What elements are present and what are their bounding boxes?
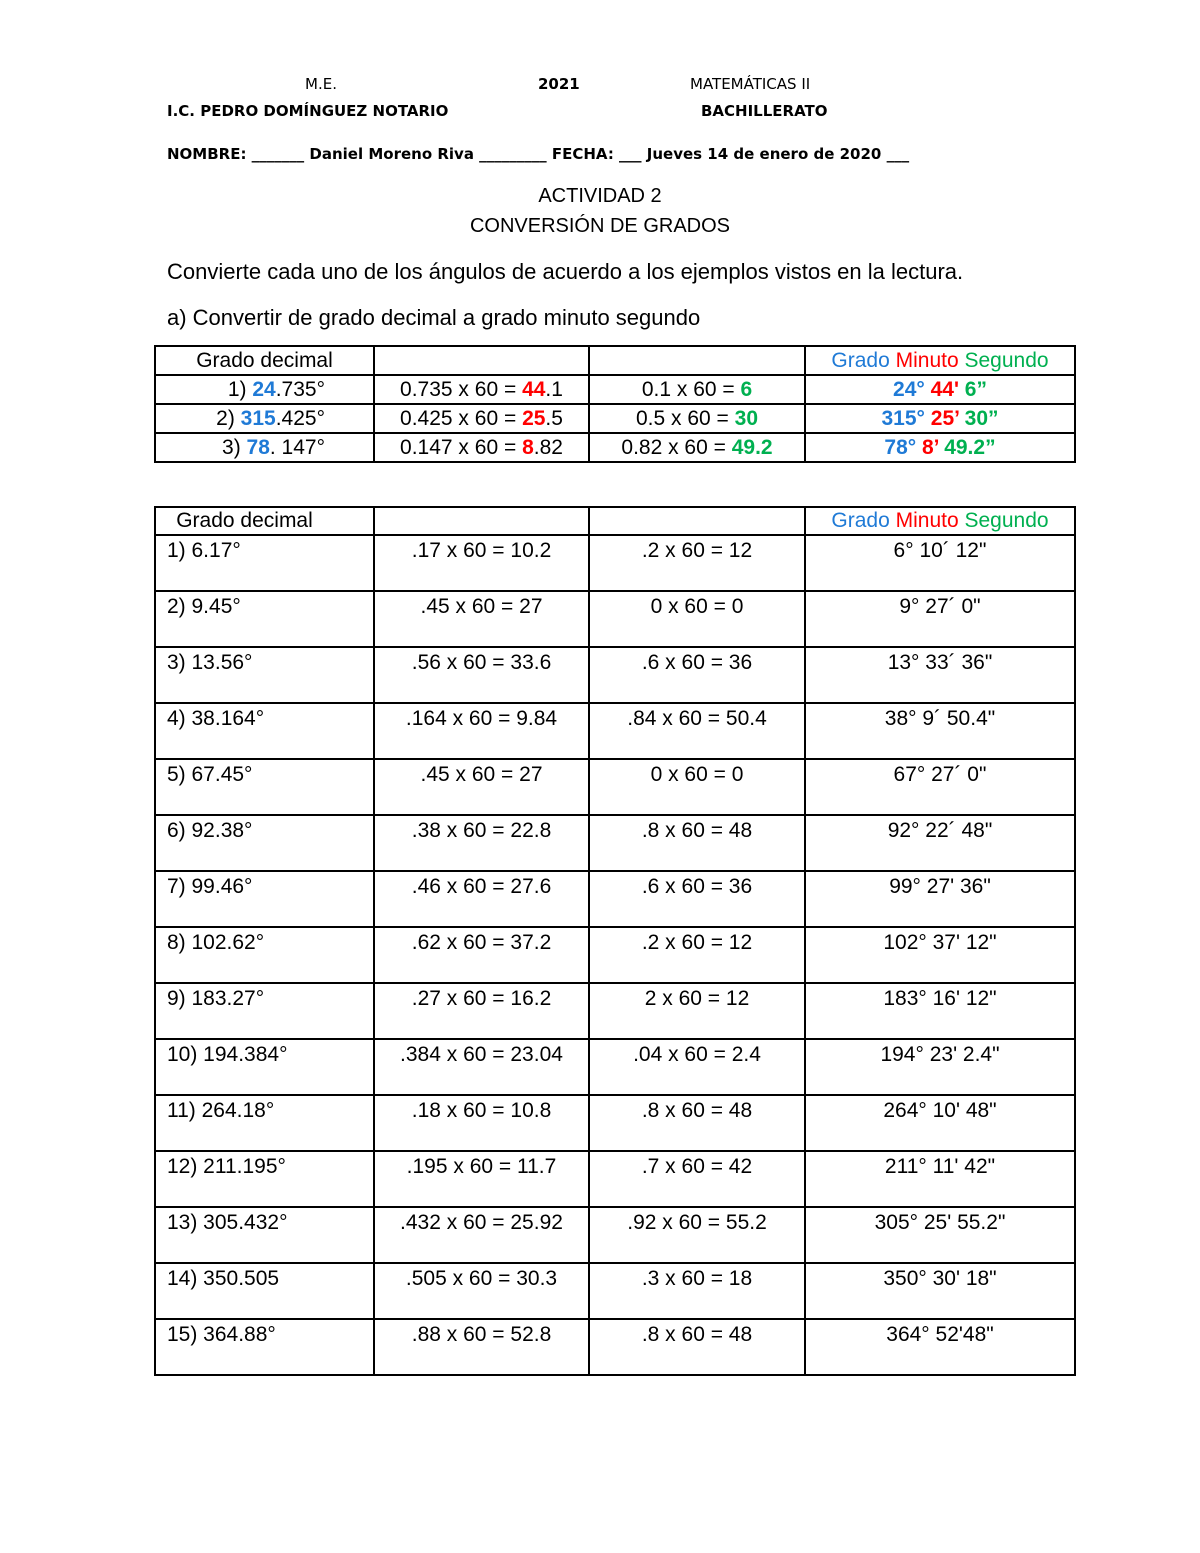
exercise-decimal-cell: 13) 305.432° xyxy=(155,1207,374,1263)
example-segment: 8 xyxy=(522,436,534,459)
exercise-row xyxy=(155,983,1075,1039)
exercise-minutes-calc-cell: .62 x 60 = 37.2 xyxy=(374,927,589,983)
example-segment: .5 xyxy=(545,407,563,430)
exercises-header-row xyxy=(155,507,1075,535)
exercise-decimal-cell: 4) 38.164° xyxy=(155,703,374,759)
exercise-minutes-calc-cell: .56 x 60 = 33.6 xyxy=(374,647,589,703)
exercise-minutes-calc-cell: .384 x 60 = 23.04 xyxy=(374,1039,589,1095)
example-segment: 25 xyxy=(522,407,546,430)
exercise-row xyxy=(155,815,1075,871)
header-grado: Grado xyxy=(831,509,890,532)
exercise-row xyxy=(155,535,1075,591)
exercise-minutes-calc-cell: .505 x 60 = 30.3 xyxy=(374,1263,589,1319)
exercise-row xyxy=(155,927,1075,983)
exercise-decimal-cell: 12) 211.195° xyxy=(155,1151,374,1207)
exercise-decimal-cell: 9) 183.27° xyxy=(155,983,374,1039)
example-result-cell xyxy=(805,433,1075,462)
example-segment: 6 xyxy=(740,378,753,401)
exercise-decimal-cell: 7) 99.46° xyxy=(155,871,374,927)
example-segment: .1 xyxy=(545,378,563,401)
exercise-result-cell: 364° 52'48" xyxy=(805,1319,1075,1375)
example-segment: 315 xyxy=(240,407,276,430)
exercise-row xyxy=(155,1207,1075,1263)
exercise-seconds-calc-cell: .04 x 60 = 2.4 xyxy=(589,1039,805,1095)
example-minutes-calc-cell xyxy=(374,375,589,404)
exercise-minutes-calc-cell: .432 x 60 = 25.92 xyxy=(374,1207,589,1263)
example-segment: .735° xyxy=(275,378,325,401)
header-minuto: Minuto xyxy=(895,509,959,532)
exercise-row xyxy=(155,703,1075,759)
exercise-minutes-calc-cell: .164 x 60 = 9.84 xyxy=(374,703,589,759)
exercise-row xyxy=(155,1263,1075,1319)
exercise-row xyxy=(155,1039,1075,1095)
exercise-seconds-calc-cell: .6 x 60 = 36 xyxy=(589,647,805,703)
examples-header-row xyxy=(155,346,1075,375)
subject: MATEMÁTICAS II xyxy=(690,75,811,93)
exercise-result-cell: 264° 10' 48" xyxy=(805,1095,1075,1151)
activity-title: ACTIVIDAD 2 xyxy=(538,185,662,207)
example-segment: 30” xyxy=(964,407,999,430)
header-segundo: Segundo xyxy=(964,349,1049,372)
example-seconds-calc-cell xyxy=(589,404,805,433)
exercises-table xyxy=(154,506,1076,1376)
exercise-result-cell: 9° 27´ 0" xyxy=(805,591,1075,647)
example-seconds-calc-cell xyxy=(589,433,805,462)
header-empty xyxy=(374,507,589,535)
header-gms xyxy=(805,346,1075,375)
exercise-result-cell: 6° 10´ 12" xyxy=(805,535,1075,591)
exercise-result-cell: 13° 33´ 36" xyxy=(805,647,1075,703)
exercise-seconds-calc-cell: .92 x 60 = 55.2 xyxy=(589,1207,805,1263)
instructions: Convierte cada uno de los ángulos de acuerdo a los ejemplos vistos en la lectura. xyxy=(167,259,964,284)
header-empty xyxy=(589,346,805,375)
examples-table xyxy=(154,345,1076,463)
exercise-seconds-calc-cell: .8 x 60 = 48 xyxy=(589,815,805,871)
example-segment: 0.1 x 60 = xyxy=(641,378,741,401)
example-row xyxy=(155,433,1075,462)
exercise-seconds-calc-cell: 0 x 60 = 0 xyxy=(589,591,805,647)
year: 2021 xyxy=(538,75,580,93)
example-segment: 24 xyxy=(252,378,276,401)
header-grado-decimal: Grado decimal xyxy=(155,507,374,535)
example-segment: 0.735 x 60 = xyxy=(400,378,523,401)
exercise-row xyxy=(155,647,1075,703)
exercise-result-cell: 305° 25' 55.2" xyxy=(805,1207,1075,1263)
exercise-decimal-cell: 5) 67.45° xyxy=(155,759,374,815)
exercise-seconds-calc-cell: 0 x 60 = 0 xyxy=(589,759,805,815)
level: BACHILLERATO xyxy=(701,102,828,120)
exercise-decimal-cell: 15) 364.88° xyxy=(155,1319,374,1375)
header-grado: Grado xyxy=(831,349,890,372)
exercise-result-cell: 350° 30' 18" xyxy=(805,1263,1075,1319)
example-row xyxy=(155,404,1075,433)
example-result-cell xyxy=(805,375,1075,404)
exercise-minutes-calc-cell: .27 x 60 = 16.2 xyxy=(374,983,589,1039)
example-segment: 49.2 xyxy=(731,436,773,459)
example-segment: 78° xyxy=(884,436,922,459)
exercise-decimal-cell: 14) 350.505 xyxy=(155,1263,374,1319)
example-segment: 0.425 x 60 = xyxy=(400,407,523,430)
exercise-decimal-cell: 2) 9.45° xyxy=(155,591,374,647)
exercise-seconds-calc-cell: .2 x 60 = 12 xyxy=(589,927,805,983)
example-segment: 49.2” xyxy=(944,436,996,459)
example-decimal-cell xyxy=(155,433,374,462)
exercise-seconds-calc-cell: .8 x 60 = 48 xyxy=(589,1319,805,1375)
exercise-result-cell: 183° 16' 12" xyxy=(805,983,1075,1039)
example-result-cell xyxy=(805,404,1075,433)
exercise-decimal-cell: 1) 6.17° xyxy=(155,535,374,591)
example-segment: 1) xyxy=(227,378,253,401)
exercise-row xyxy=(155,1319,1075,1375)
example-segment: 0.82 x 60 = xyxy=(621,436,732,459)
exercise-decimal-cell: 3) 13.56° xyxy=(155,647,374,703)
header-segundo: Segundo xyxy=(964,509,1049,532)
section-a-heading: a) Convertir de grado decimal a grado minuto segundo xyxy=(167,305,701,330)
example-segment: .82 xyxy=(533,436,563,459)
header-minuto: Minuto xyxy=(895,349,959,372)
exercise-result-cell: 102° 37' 12" xyxy=(805,927,1075,983)
header-empty xyxy=(589,507,805,535)
exercise-row xyxy=(155,1151,1075,1207)
school-code: M.E. xyxy=(305,75,337,93)
exercise-seconds-calc-cell: 2 x 60 = 12 xyxy=(589,983,805,1039)
example-segment: 2) xyxy=(216,407,241,430)
example-segment: 78 xyxy=(246,436,270,459)
example-segment: 315° xyxy=(881,407,931,430)
name-date-line: NOMBRE: _______ Daniel Moreno Riva _________ FECHA: ___ Jueves 14 de enero de 2020 ___ xyxy=(167,145,910,163)
exercise-decimal-cell: 11) 264.18° xyxy=(155,1095,374,1151)
example-segment: . 147° xyxy=(269,436,325,459)
exercise-minutes-calc-cell: .88 x 60 = 52.8 xyxy=(374,1319,589,1375)
exercise-result-cell: 211° 11' 42" xyxy=(805,1151,1075,1207)
exercise-minutes-calc-cell: .17 x 60 = 10.2 xyxy=(374,535,589,591)
example-segment: 24° xyxy=(893,378,931,401)
exercise-minutes-calc-cell: .46 x 60 = 27.6 xyxy=(374,871,589,927)
exercise-decimal-cell: 6) 92.38° xyxy=(155,815,374,871)
example-segment: 30 xyxy=(734,407,758,430)
exercise-decimal-cell: 8) 102.62° xyxy=(155,927,374,983)
example-segment: 0.147 x 60 = xyxy=(400,436,523,459)
example-row xyxy=(155,375,1075,404)
header-empty xyxy=(374,346,589,375)
exercise-row xyxy=(155,1095,1075,1151)
exercise-row xyxy=(155,591,1075,647)
exercise-minutes-calc-cell: .45 x 60 = 27 xyxy=(374,759,589,815)
exercise-minutes-calc-cell: .45 x 60 = 27 xyxy=(374,591,589,647)
activity-subtitle: CONVERSIÓN DE GRADOS xyxy=(469,215,731,237)
exercise-result-cell: 194° 23' 2.4" xyxy=(805,1039,1075,1095)
exercise-seconds-calc-cell: .8 x 60 = 48 xyxy=(589,1095,805,1151)
example-segment: 25’ xyxy=(930,407,965,430)
exercise-seconds-calc-cell: .7 x 60 = 42 xyxy=(589,1151,805,1207)
example-segment: 3) xyxy=(222,436,247,459)
exercise-seconds-calc-cell: .84 x 60 = 50.4 xyxy=(589,703,805,759)
exercise-row xyxy=(155,871,1075,927)
exercise-seconds-calc-cell: .6 x 60 = 36 xyxy=(589,871,805,927)
example-segment: 44 xyxy=(522,378,546,401)
exercise-result-cell: 67° 27´ 0" xyxy=(805,759,1075,815)
example-segment: 8’ xyxy=(922,436,945,459)
exercise-seconds-calc-cell: .3 x 60 = 18 xyxy=(589,1263,805,1319)
example-segment: 6” xyxy=(964,378,987,401)
exercise-row xyxy=(155,759,1075,815)
example-minutes-calc-cell xyxy=(374,433,589,462)
exercise-result-cell: 99° 27' 36" xyxy=(805,871,1075,927)
header-grado-decimal: Grado decimal xyxy=(155,346,374,375)
exercise-minutes-calc-cell: .195 x 60 = 11.7 xyxy=(374,1151,589,1207)
exercise-result-cell: 38° 9´ 50.4" xyxy=(805,703,1075,759)
school-name: I.C. PEDRO DOMÍNGUEZ NOTARIO xyxy=(167,102,449,120)
example-seconds-calc-cell xyxy=(589,375,805,404)
example-segment: 0.5 x 60 = xyxy=(635,407,735,430)
exercise-minutes-calc-cell: .38 x 60 = 22.8 xyxy=(374,815,589,871)
exercise-seconds-calc-cell: .2 x 60 = 12 xyxy=(589,535,805,591)
example-segment: .425° xyxy=(275,407,325,430)
exercise-decimal-cell: 10) 194.384° xyxy=(155,1039,374,1095)
exercise-minutes-calc-cell: .18 x 60 = 10.8 xyxy=(374,1095,589,1151)
exercise-result-cell: 92° 22´ 48" xyxy=(805,815,1075,871)
example-decimal-cell xyxy=(155,404,374,433)
example-minutes-calc-cell xyxy=(374,404,589,433)
example-decimal-cell xyxy=(155,375,374,404)
header-gms xyxy=(805,507,1075,535)
example-segment: 44' xyxy=(930,378,965,401)
